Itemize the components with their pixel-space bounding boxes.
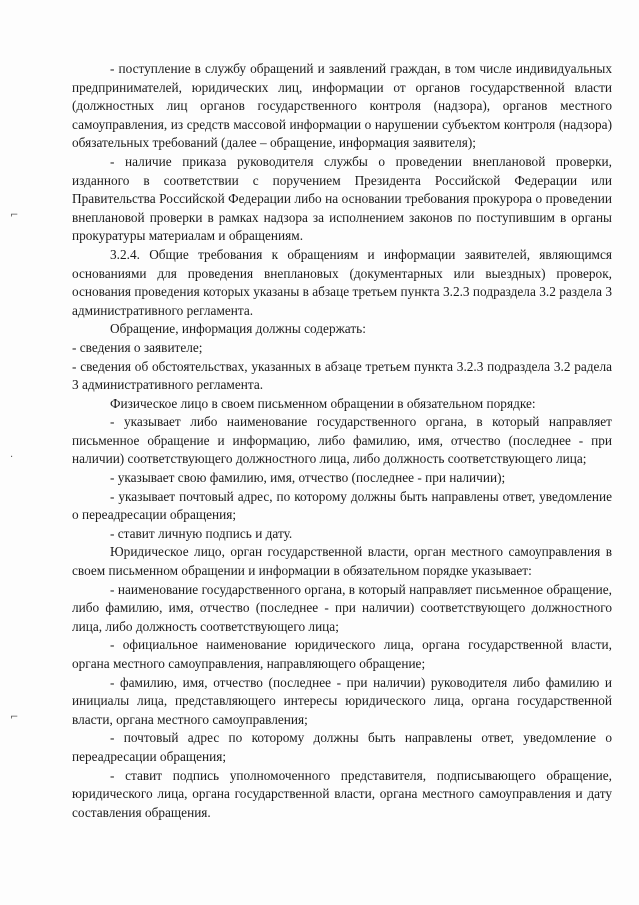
paragraph: - ставит подпись уполномоченного представителя, подписывающего обращение, юридического лица, органа государственной власти, органа местного самоуправления и дату составления обращения. bbox=[72, 767, 612, 820]
document-body bbox=[72, 60, 612, 822]
paragraph: - поступление в службу обращений и заявлений граждан, в том числе индивидуальных предпринимателей, юридических лиц, информации от органов государственной власти (должностных лиц органов государственного контроля (надзора), органов местного самоуправления, из средств массовой информации о нарушении субъектом контроля (надзора) обязательных требований (далее – обращение, информация заявителя); bbox=[72, 61, 612, 151]
scan-mark: · bbox=[10, 452, 14, 463]
paragraph: - наличие приказа руководителя службы о проведении внеплановой проверки, изданного в соответствии с поручением Президента Российской Федерации или Правительства Российской Федерации либо на основании требования прокурора о проведении внеплановой проверки в рамках надзора за исполнением законов по поступившим в органы прокуратуры материалам и обращениям. bbox=[72, 153, 612, 244]
paragraph: - фамилию, имя, отчество (последнее - при наличии) руководителя либо фамилию и инициалы лица, представляющего интересы юридического лица, органа государственной власти, органа местного самоуправления; bbox=[72, 674, 612, 727]
paragraph: - сведения о заявителе; bbox=[72, 339, 203, 355]
paragraph: - сведения об обстоятельствах, указанных в абзаце третьем пункта 3.2.3 подраздела 3.2 радела 3 административного регламента. bbox=[72, 358, 612, 393]
paragraph: Обращение, информация должны содержать: bbox=[110, 321, 366, 337]
paragraph: - указывает либо наименование государственного органа, в который направляет письменное обращение и информацию, либо фамилию, имя, отчество (последнее - при наличии) соответствующего должностного лица, либо должность соответствующего лица; bbox=[72, 414, 612, 467]
paragraph: - ставит личную подпись и дату. bbox=[110, 525, 293, 541]
paragraph: 3.2.4. Общие требования к обращениям и информации заявителей, являющимся основаниями для проведения внеплановых (документарных или выездных) проверок, основания проведения которых указаны в абзаце третьем пункта 3.2.3 подраздела 3.2 раздела 3 административного регламента. bbox=[72, 246, 612, 318]
scan-mark: ⌐ bbox=[10, 210, 19, 221]
scan-mark: ⌐ bbox=[10, 712, 19, 723]
paragraph: - почтовый адрес по которому должны быть направлены ответ, уведомление о переадресации обращения; bbox=[72, 730, 612, 764]
paragraph: - указывает свою фамилию, имя, отчество (последнее - при наличии); bbox=[110, 470, 506, 486]
paragraph: Юридическое лицо, орган государственной власти, орган местного самоуправления в своем письменном обращении и информации в обязательном порядке указывает: bbox=[72, 544, 612, 579]
paragraph: - наименование государственного органа, в который направляет письменное обращение, либо фамилию, имя, отчество (последнее - при наличии) соответствующего должностного лица, либо должность соответствующего лица; bbox=[72, 581, 612, 634]
paragraph: - официальное наименование юридического лица, органа государственной власти, органа местного самоуправления, направляющего обращение; bbox=[72, 637, 612, 671]
paragraph: - указывает почтовый адрес, по которому должны быть направлены ответ, уведомление о переадресации обращения; bbox=[72, 488, 612, 523]
paragraph: Физическое лицо в своем письменном обращении в обязательном порядке: bbox=[110, 395, 536, 411]
